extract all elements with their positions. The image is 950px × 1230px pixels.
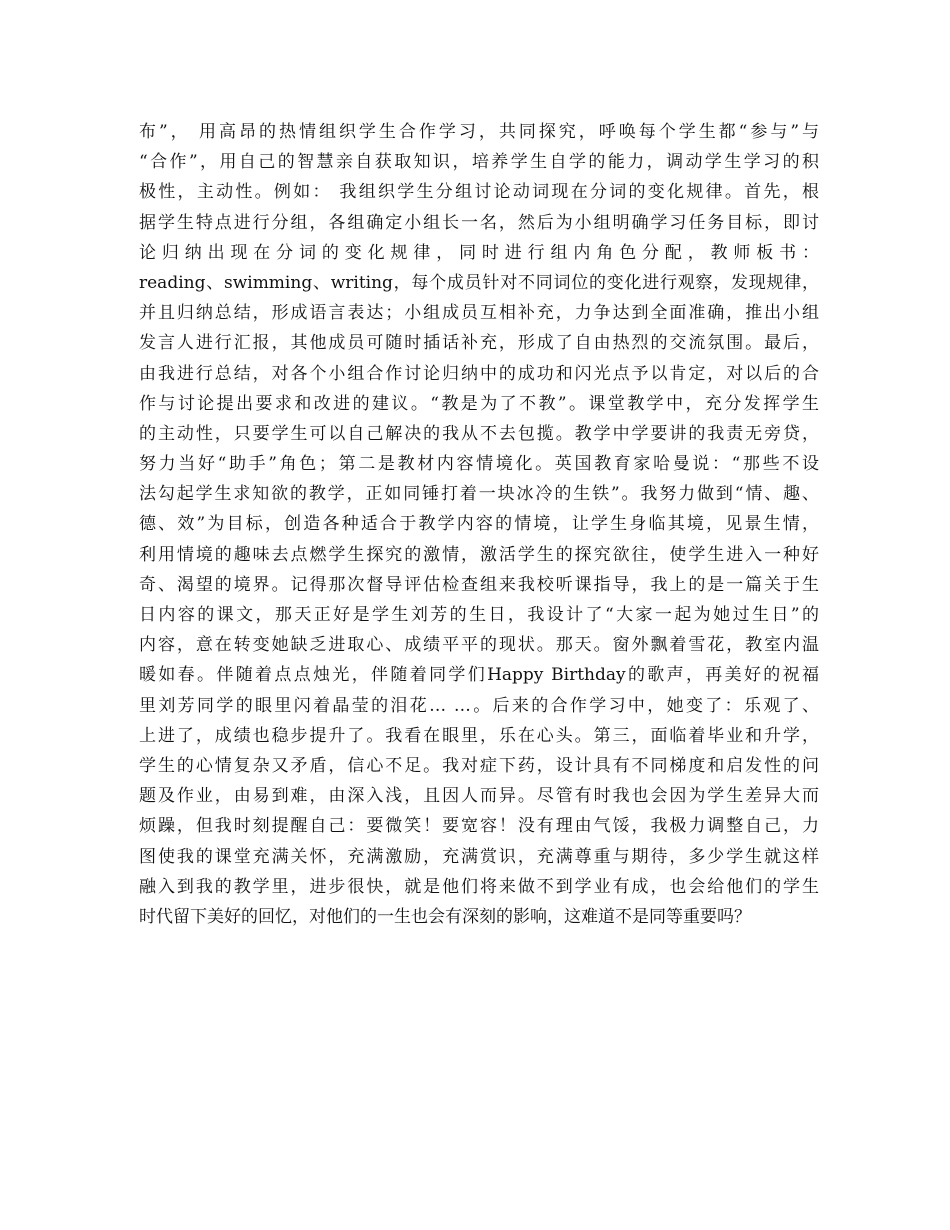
text-line: 奇、渴望的境界。记得那次督导评估检查组来我校听课指导，我上的是一篇关于生: [139, 574, 819, 595]
text-line: 努力当好“助手”角色；第二是教材内容情境化。英国教育家哈曼说：“那些不设: [139, 454, 819, 475]
text-line: 上进了，成绩也稳步提升了。我看在眼里，乐在心头。第三，面临着毕业和升学，: [139, 725, 819, 746]
text-line: 融入到我的教学里，进步很快，就是他们将来做不到学业有成，也会给他们的学生: [139, 876, 819, 897]
text-line: 论归纳出现在分词的变化规律，同时进行组内角色分配，教师板书：: [139, 242, 819, 263]
text-line: “合作”，用自己的智慧亲自获取知识，培养学生自学的能力，调动学生学习的积: [139, 152, 819, 173]
text-line: 内容，意在转变她缺乏进取心、成绩平平的现状。那天。窗外飘着雪花，教室内温: [139, 635, 819, 656]
text-line: 的主动性，只要学生可以自己解决的我从不去包揽。教学中学要讲的我责无旁贷，: [139, 423, 819, 444]
text-line: 并且归纳总结，形成语言表达；小组成员互相补充，力争达到全面准确，推出小组: [139, 303, 819, 324]
text-line: 布”， 用高昂的热情组织学生合作学习，共同探究，呼唤每个学生都“参与”与: [139, 122, 819, 142]
text-line: 题及作业，由易到难，由深入浅，且因人而异。尽管有时我也会因为学生差异大而: [139, 786, 819, 807]
text-line: 烦躁，但我时刻提醒自己：要微笑！要宽容！没有理由气馁，我极力调整自己，力: [139, 816, 819, 837]
text-line: 日内容的课文，那天正好是学生刘芳的生日，我设计了“大家一起为她过生日”的: [139, 605, 819, 625]
text-line: 法勾起学生求知欲的教学，正如同锤打着一块冰冷的生铁”。我努力做到“情、趣、: [139, 484, 819, 505]
text-line: 发言人进行汇报，其他成员可随时插话补充，形成了自由热烈的交流氛围。最后，: [139, 333, 819, 354]
text-line: 暖如春。伴随着点点烛光，伴随着同学们Happy Birthday的歌声，再美好的祝福: [139, 665, 819, 686]
text-line: 里刘芳同学的眼里闪着晶莹的泪花… …。后来的合作学习中，她变了：乐观了、: [139, 695, 819, 716]
text-line: 图使我的课堂充满关怀，充满激励，充满赏识，充满尊重与期待，多少学生就这样: [139, 846, 819, 867]
text-line: 极性，主动性。例如： 我组织学生分组讨论动词现在分词的变化规律。首先，根: [139, 182, 819, 203]
text-line: 德、效”为目标，创造各种适合于教学内容的情境，让学生身临其境，见景生情，: [139, 514, 819, 535]
body-text: [139, 117, 819, 932]
text-line: 利用情境的趣味去点燃学生探究的激情，激活学生的探究欲往，使学生进入一种好: [139, 544, 819, 565]
text-line: 由我进行总结，对各个小组合作讨论归纳中的成功和闪光点予以肯定，对以后的合: [139, 363, 819, 384]
text-line-last: 时代留下美好的回忆，对他们的一生也会有深刻的影响，这难道不是同等重要吗？: [139, 906, 751, 927]
text-line: 据学生特点进行分组，各组确定小组长一名，然后为小组明确学习任务目标，即讨: [139, 212, 819, 233]
text-line: 学生的心情复杂又矛盾，信心不足。我对症下药，设计具有不同梯度和启发性的问: [139, 755, 819, 776]
text-line: 作与讨论提出要求和改进的建议。“教是为了不教”。课堂教学中，充分发挥学生: [139, 393, 819, 414]
text-line: reading、swimming、writing，每个成员针对不同词位的变化进行观察，发现规律，: [139, 272, 819, 293]
